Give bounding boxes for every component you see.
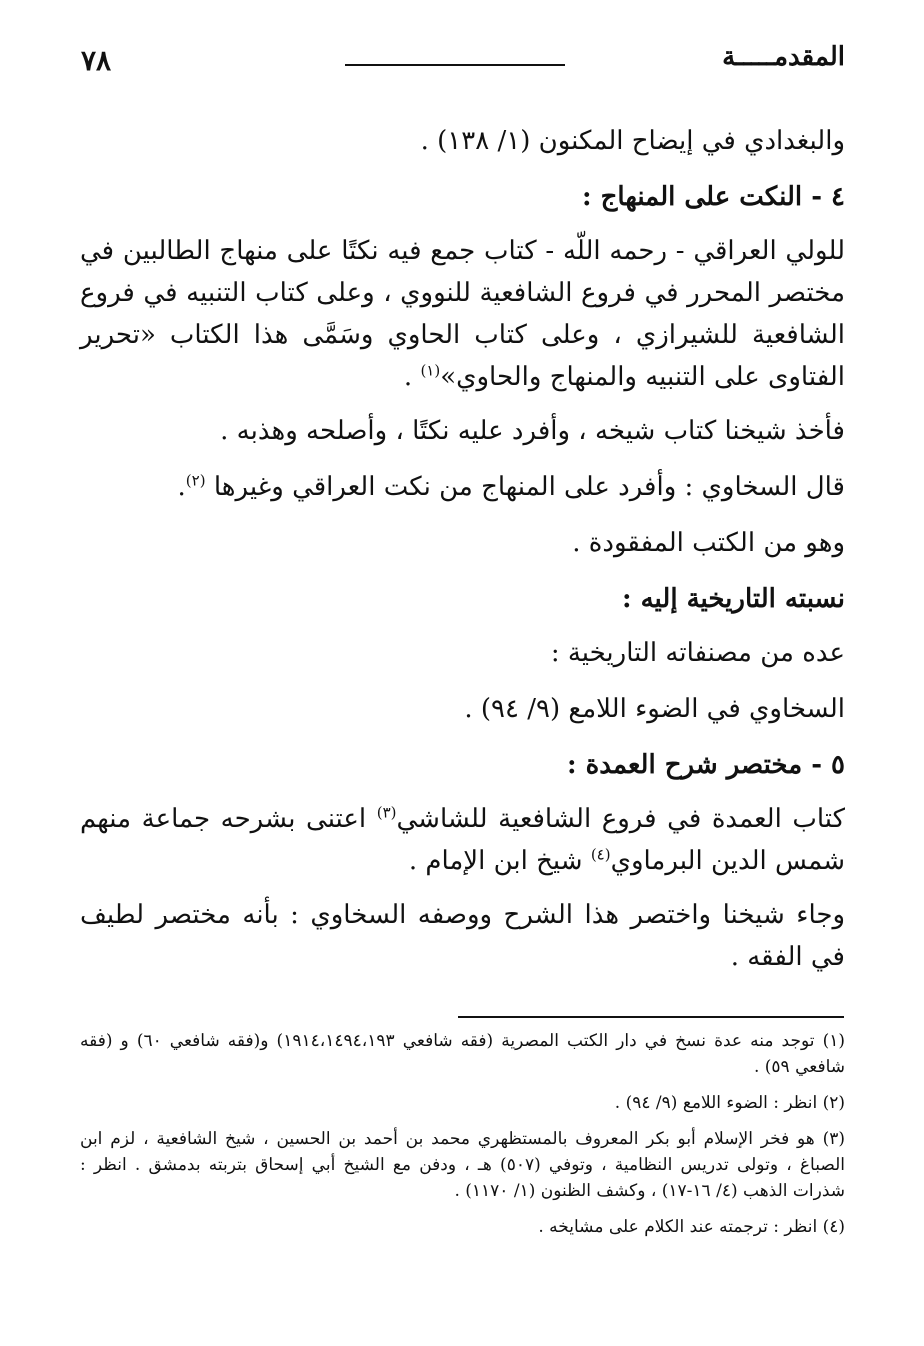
footnote-2: (٢) انظر : الضوء اللامع (٩/ ٩٤) . — [614, 1093, 845, 1113]
footnote-ref-1: (١) — [420, 361, 441, 380]
page-header — [75, 40, 845, 84]
footnote-1: (١) توجد منه عدة نسخ في دار الكتب المصرية (فقه شافعي ١٩١٤،١٤٩٤،١٩٣) و(فقه شافعي ٦٠) و (فقه شافعي ٥٩) . — [80, 1031, 845, 1077]
paragraph-7-text-a: كتاب العمدة في فروع الشافعية للشاشي — [396, 804, 845, 834]
paragraph-3 — [80, 466, 845, 508]
main-text — [80, 120, 845, 990]
paragraph-7-text-b: اعتنى بشرحه جماعة منهم شمس الدين البرماوي — [80, 804, 845, 876]
footnotes — [80, 1028, 845, 1250]
footnote-4: (٤) انظر : ترجمته عند الكلام على مشايخه . — [538, 1217, 845, 1237]
paragraph-7-text-c: شيخ ابن الإمام . — [408, 846, 591, 876]
footnote-ref-4: (٤) — [590, 845, 611, 864]
paragraph-4: وهو من الكتب المفقودة . — [572, 528, 845, 558]
footnote-3: (٣) هو فخر الإسلام أبو بكر المعروف بالمستظهري محمد بن أحمد بن الحسين ، شيخ الشافعية ، لزم ابن الصباغ ، وتولى تدريس النظامية ، وتوفي (٥٠٧) هـ ، ودفن مع الشيخ أبي إسحاق بتربته بدمشق . انظر : شذرات الذهب (٤/ ١٦-١٧) ، وكشف الظنون (١/ ١١٧٠) . — [80, 1129, 845, 1201]
section-heading-4: ٤ - النكت على المنهاج : — [582, 182, 845, 212]
paragraph-3-text: قال السخاوي : وأفرد على المنهاج من نكت العراقي وغيرها — [205, 472, 845, 502]
paragraph-1 — [80, 230, 845, 398]
footnote-separator — [458, 1016, 844, 1018]
running-title: المقدمـــــة — [722, 42, 845, 72]
section-heading-5: ٥ - مختصر شرح العمدة : — [567, 750, 845, 780]
paragraph-7 — [80, 798, 845, 882]
paragraph-8: وجاء شيخنا واختصر هذا الشرح ووصفه السخاوي : بأنه مختصر لطيف في الفقه . — [80, 900, 845, 972]
intro-line: والبغدادي في إيضاح المكنون (١/ ١٣٨) . — [420, 126, 845, 156]
header-rule — [345, 64, 565, 66]
paragraph-2: فأخذ شيخنا كتاب شيخه ، وأفرد عليه نكتًا ، وأصلحه وهذبه . — [220, 416, 845, 446]
paragraph-6: السخاوي في الضوء اللامع (٩/ ٩٤) . — [464, 694, 845, 724]
footnote-ref-2: (٢) — [185, 471, 206, 490]
paragraph-1-end: . — [403, 362, 421, 392]
paragraph-1-text: للولي العراقي - رحمه اللّه - كتاب جمع فيه نكتًا على منهاج الطالبين في مختصر المحرر في فروع الشافعية للنووي ، وعلى كتاب التنبيه في فروع الشافعية للشيرازي ، وعلى كتاب الحاوي وسَمَّى هذا الكتاب «تحرير الفتاوى على التنبيه والمنهاج والحاوي» — [80, 236, 845, 392]
subheading-attribution: نسبته التاريخية إليه : — [621, 584, 845, 614]
page-number: ٧٨ — [81, 44, 112, 77]
footnote-ref-3: (٣) — [376, 803, 397, 822]
paragraph-3-end: . — [177, 472, 186, 502]
paragraph-5: عده من مصنفاته التاريخية : — [550, 638, 845, 668]
